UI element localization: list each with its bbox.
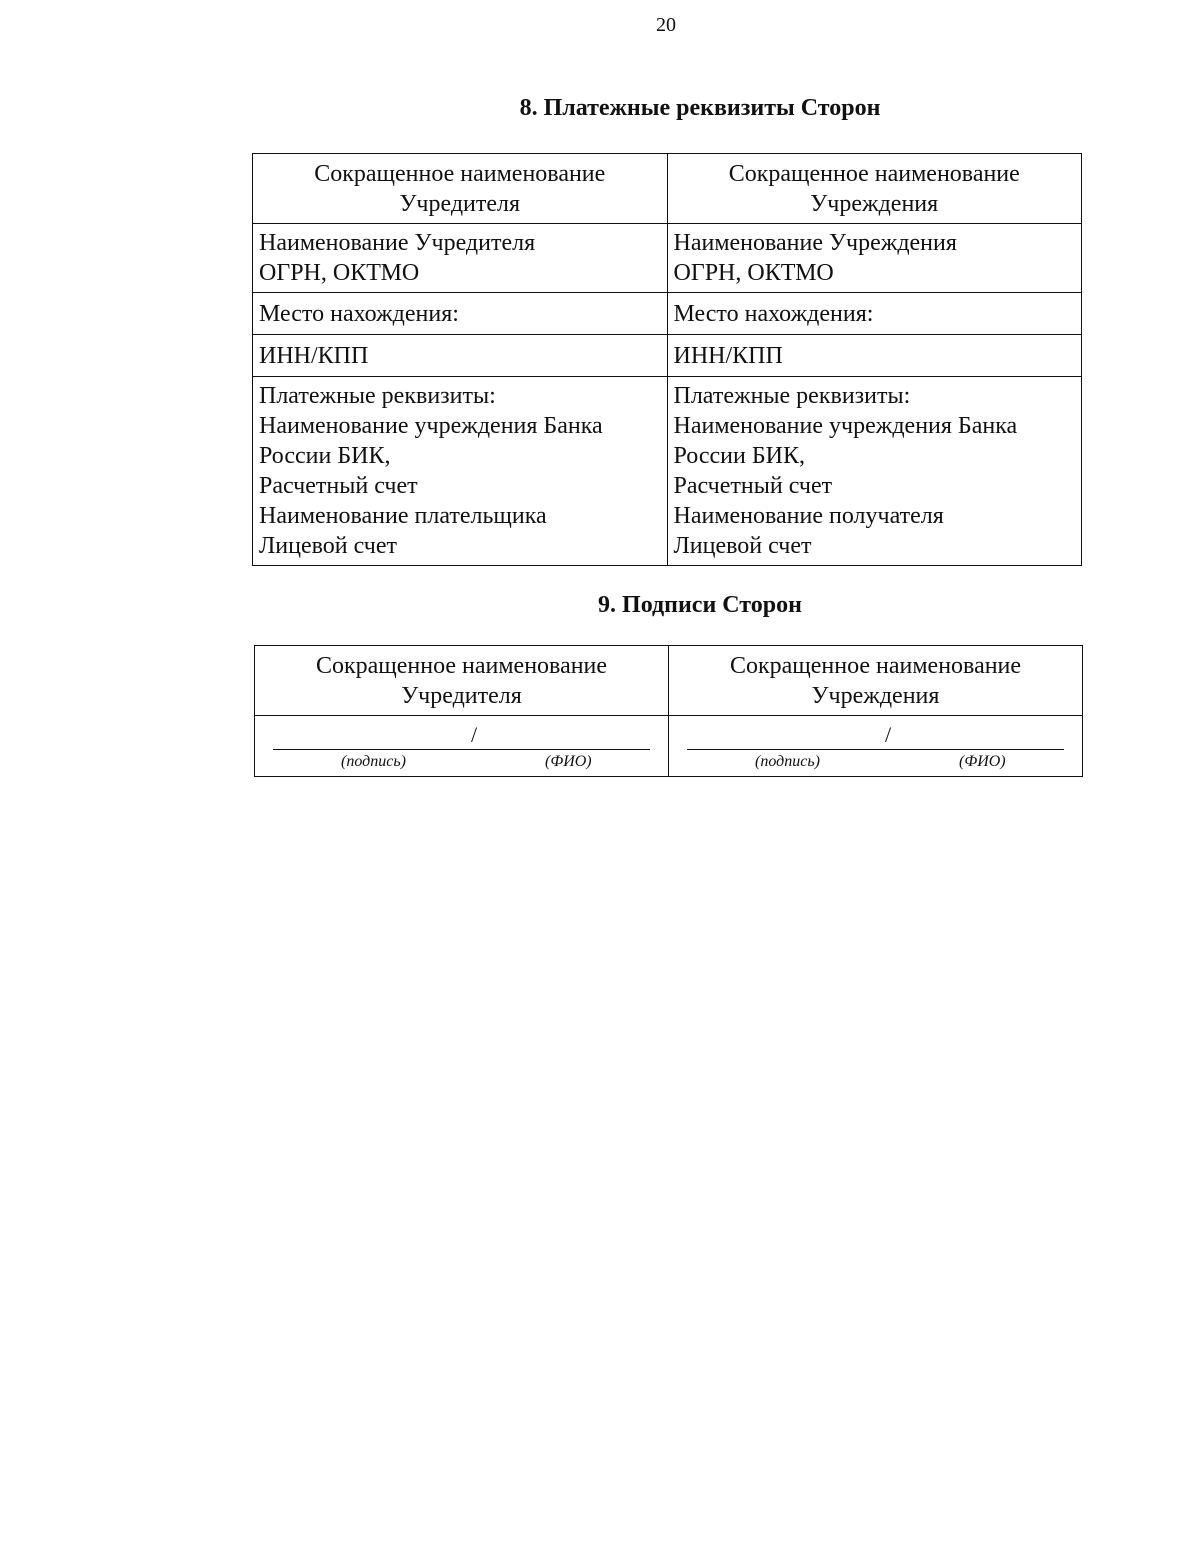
founder-payment-line: Расчетный счет <box>259 473 418 499</box>
founder-payment-details-cell <box>253 377 668 566</box>
institution-signature-caption: (подпись) <box>755 753 820 770</box>
institution-signature-header-line1: Сокращенное наименование <box>729 653 1022 679</box>
institution-signature-line <box>687 749 1064 750</box>
institution-payment-line: Наименование учреждения Банка <box>673 413 1018 439</box>
table-row <box>253 335 1082 377</box>
founder-signature-header-cell <box>255 646 669 716</box>
table-row <box>255 646 1083 716</box>
institution-name-caption: (ФИО) <box>959 753 1006 770</box>
institution-payment-line: Наименование получателя <box>673 503 944 529</box>
table-row <box>253 293 1082 335</box>
payment-requisites-table <box>252 153 1082 566</box>
table-row <box>255 716 1083 777</box>
founder-inn-kpp-cell: ИНН/КПП <box>253 335 668 377</box>
founder-ogrn-oktmo: ОГРН, ОКТМО <box>259 260 420 286</box>
founder-signature-slash: / <box>471 722 478 747</box>
institution-payment-line: Расчетный счет <box>673 473 833 499</box>
table-row <box>253 377 1082 566</box>
founder-signature-cell <box>255 716 669 777</box>
founder-location-cell: Место нахождения: <box>253 293 668 335</box>
founder-payment-line: Наименование учреждения Банка <box>259 413 603 439</box>
founder-signature-line <box>273 749 650 750</box>
section-title-payment-requisites: 8. Платежные реквизиты Сторон <box>519 95 881 121</box>
founder-name-caption: (ФИО) <box>545 753 592 770</box>
institution-payment-line: Лицевой счет <box>673 533 812 559</box>
founder-payment-line: Лицевой счет <box>259 533 398 559</box>
institution-name-cell <box>667 224 1082 293</box>
institution-payment-line: Платежные реквизиты: <box>673 383 911 409</box>
table-row <box>253 154 1082 224</box>
founder-header-line1: Сокращенное наименование <box>314 161 606 187</box>
institution-header-cell <box>667 154 1082 224</box>
founder-payment-line: Наименование плательщика <box>259 503 547 529</box>
institution-signature-cell <box>669 716 1083 777</box>
institution-signature-header-line2: Учреждения <box>811 683 940 709</box>
founder-header-line2: Учредителя <box>399 191 521 217</box>
founder-header-cell <box>253 154 668 224</box>
founder-payment-line: Платежные реквизиты: <box>259 383 496 409</box>
institution-location-cell: Место нахождения: <box>667 293 1082 335</box>
institution-signature-slash: / <box>885 722 892 747</box>
institution-ogrn-oktmo: ОГРН, ОКТМО <box>673 260 834 286</box>
founder-signature-header-line1: Сокращенное наименование <box>315 653 608 679</box>
signatures-table <box>254 645 1083 777</box>
institution-header-line2: Учреждения <box>810 191 939 217</box>
institution-payment-details-cell <box>667 377 1082 566</box>
section-title-signatures: 9. Подписи Сторон <box>598 592 802 618</box>
founder-signature-caption: (подпись) <box>341 753 406 770</box>
institution-signature-header-cell <box>669 646 1083 716</box>
institution-inn-kpp-cell: ИНН/КПП <box>667 335 1082 377</box>
institution-name: Наименование Учреждения <box>673 230 957 256</box>
institution-header-line1: Сокращенное наименование <box>728 161 1020 187</box>
founder-name-cell <box>253 224 668 293</box>
page-number: 20 <box>656 14 676 36</box>
founder-signature-header-line2: Учредителя <box>401 683 522 709</box>
table-row <box>253 224 1082 293</box>
founder-payment-line: России БИК, <box>259 443 391 469</box>
founder-name: Наименование Учредителя <box>259 230 536 256</box>
institution-payment-line: России БИК, <box>673 443 805 469</box>
